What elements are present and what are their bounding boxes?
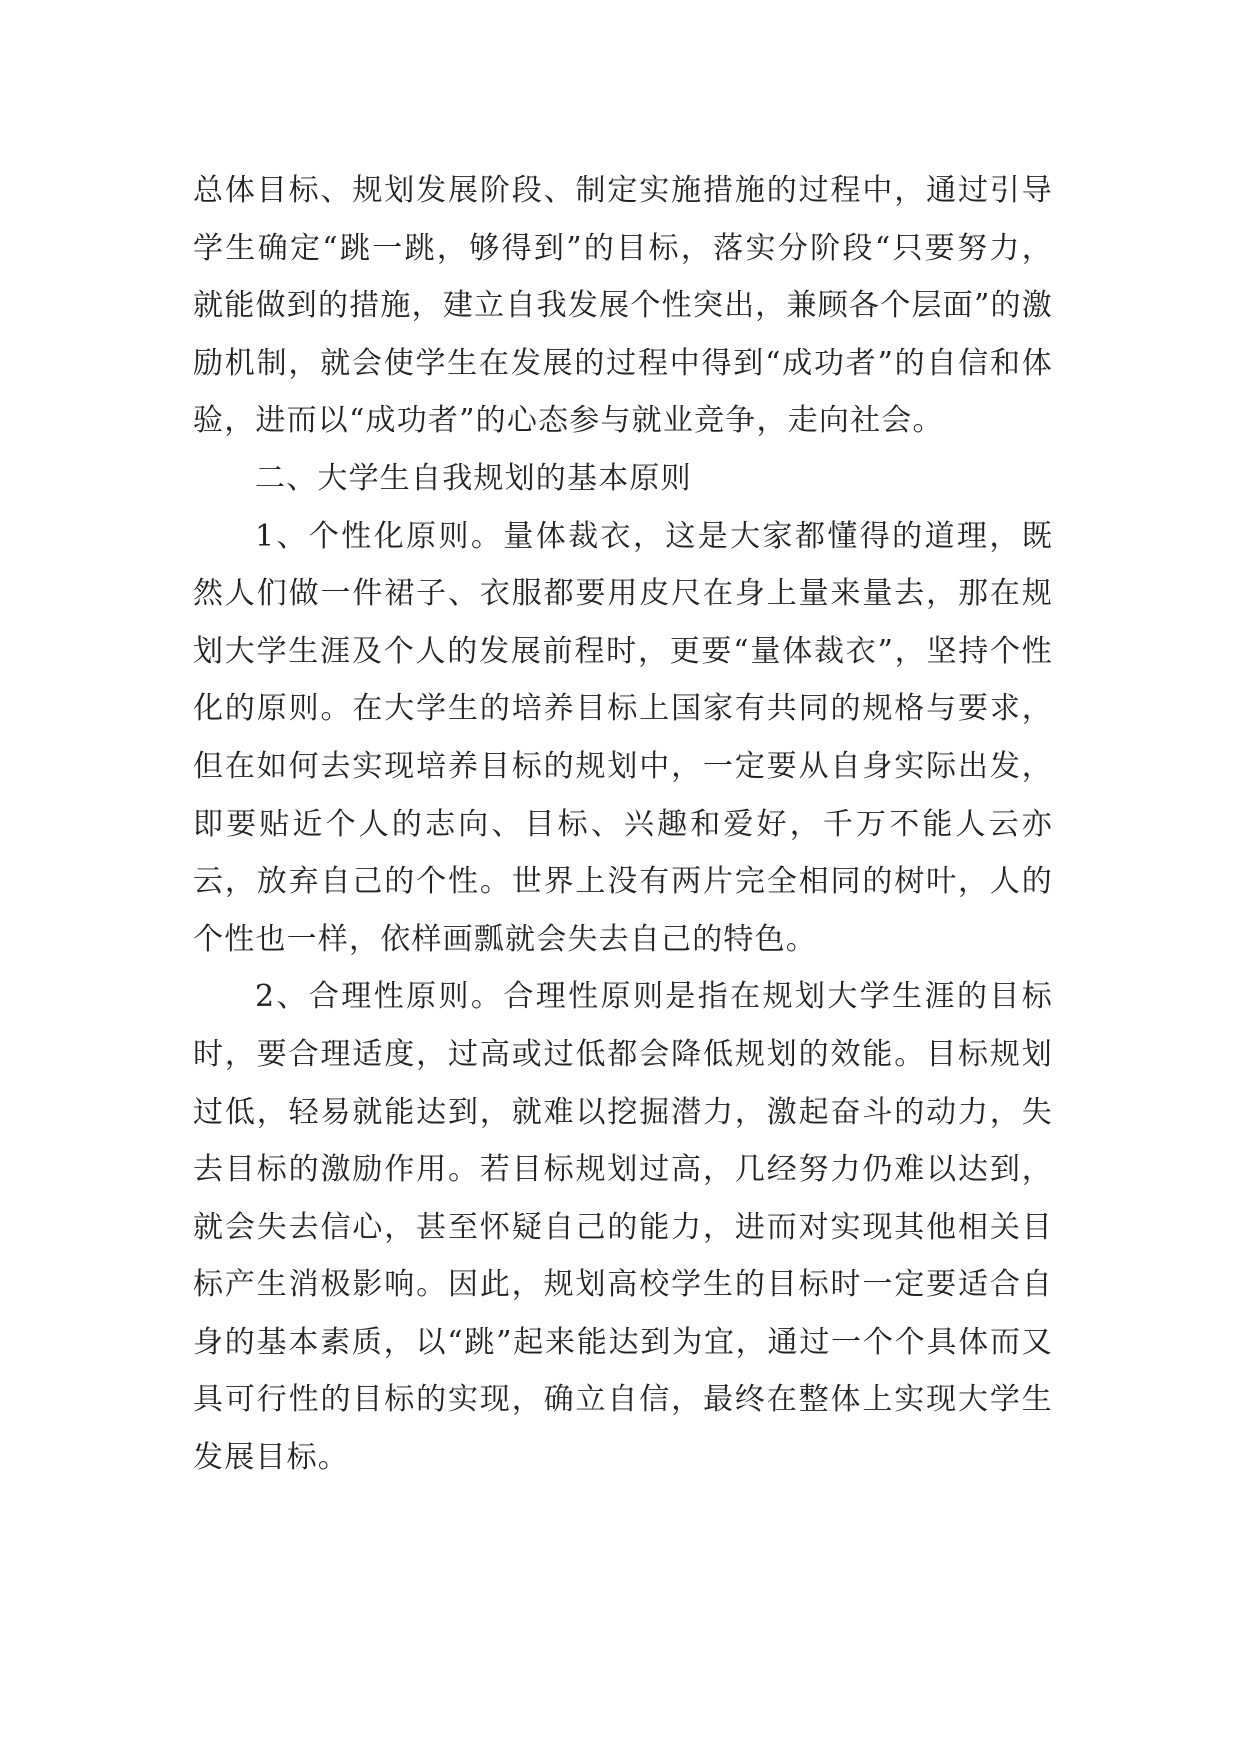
paragraph-principle-1: 1、个性化原则。量体裁衣，这是大家都懂得的道理，既然人们做一件裙子、衣服都要用皮尺在身上量来量去，那在规划大学生涯及个人的发展前程时，更要“量体裁衣”，坚持个性化的原则。在大学生的培养目标上国家有共同的规格与要求，但在如何去实现培养目标的规划中，一定要从自身实际出发，即要贴近个人的志向、目标、兴趣和爱好，千万不能人云亦云，放弃自己的个性。世界上没有两片完全相同的树叶，人的个性也一样，依样画瓢就会失去自己的特色。 bbox=[193, 518, 1053, 957]
paragraph-principle-2: 2、合理性原则。合理性原则是指在规划大学生涯的目标时，要合理适度，过高或过低都会降低规划的效能。目标规划过低，轻易就能达到，就难以挖掘潜力，激起奋斗的动力，失去目标的激励作用。若目标规划过高，几经努力仍难以达到，就会失去信心，甚至怀疑自己的能力，进而对实现其他相关目标产生消极影响。因此，规划高校学生的目标时一定要适合自身的基本素质，以“跳”起来能达到为宜，通过一个个具体而又具可行性的目标的实现，确立自信，最终在整体上实现大学生发展目标。 bbox=[193, 979, 1053, 1476]
paragraph-continuation: 总体目标、规划发展阶段、制定实施措施的过程中，通过引导学生确定“跳一跳，够得到”的目标，落实分阶段“只要努力，就能做到的措施，建立自我发展个性突出，兼顾各个层面”的激励机制，就会使学生在发展的过程中得到“成功者”的自信和体验，进而以“成功者”的心态参与就业竞争，走向社会。 bbox=[193, 173, 1053, 439]
section-heading: 二、大学生自我规划的基本原则 bbox=[255, 460, 692, 496]
body-text bbox=[193, 162, 1053, 1487]
